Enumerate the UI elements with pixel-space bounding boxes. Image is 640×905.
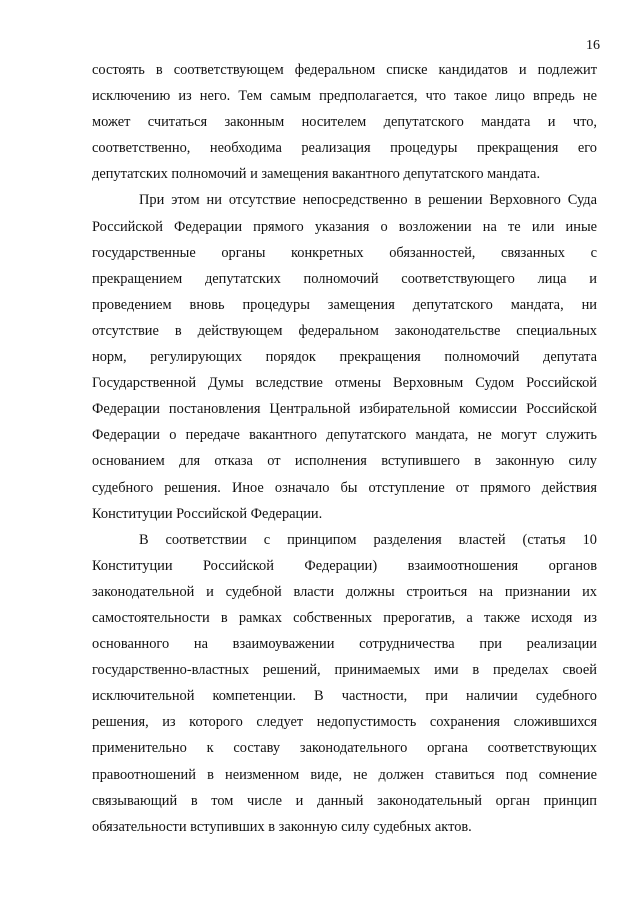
text-line: соответственно, необходима реализация процедуры прекращения его: [92, 140, 597, 157]
text-line: Конституции Российской Федерации.: [92, 505, 323, 522]
text-line: исключению из него. Тем самым предполагается, что такое лицо впредь не: [92, 88, 597, 105]
text-line: обязательности вступивших в законную силу судебных актов.: [92, 818, 472, 835]
page-number: 16: [586, 38, 600, 53]
text-line: проведением вновь процедуры замещения депутатского мандата, ни: [92, 296, 597, 313]
text-line: связывающий в том числе и данный законодательный орган принцип: [92, 792, 597, 809]
text-line: исключительной компетенции. В частности, при наличии судебного: [92, 688, 597, 705]
text-line: основанием для отказа от исполнения вступившего в законную силу: [92, 453, 597, 470]
text-line: правоотношений в неизменном виде, не должен ставиться под сомнение: [92, 766, 597, 783]
text-line: депутатских полномочий и замещения вакантного депутатского мандата.: [92, 166, 541, 183]
text-line: Российской Федерации прямого указания о возложении на те или иные: [92, 218, 597, 235]
text-line: В соответствии с принципом разделения властей (статья 10: [139, 531, 597, 548]
text-line: отсутствие в действующем федеральном законодательстве специальных: [92, 322, 597, 339]
text-line: Государственной Думы вследствие отмены Верховным Судом Российской: [92, 375, 597, 392]
text-line: государственно-властных решений, принимаемых ими в пределах своей: [92, 662, 597, 679]
text-line: прекращением депутатских полномочий соответствующего лица и: [92, 270, 597, 287]
text-line: законодательной и судебной власти должны строиться на признании их: [92, 583, 597, 600]
text-line: может считаться законным носителем депутатского мандата и что,: [92, 114, 597, 131]
text-line: судебного решения. Иное означало бы отступление от прямого действия: [92, 479, 597, 496]
text-line: состоять в соответствующем федеральном списке кандидатов и подлежит: [92, 62, 597, 78]
text-line: применительно к составу законодательного органа соответствующих: [92, 740, 597, 757]
text-line: При этом ни отсутствие непосредственно в решении Верховного Суда: [139, 192, 597, 209]
text-line: решения, из которого следует недопустимость сохранения сложившихся: [92, 714, 597, 731]
text-line: самостоятельности в рамках собственных прерогатив, а также исходя из: [92, 609, 597, 626]
text-line: Федерации о передаче вакантного депутатского мандата, не могут служить: [92, 427, 597, 444]
document-body-text: [92, 57, 597, 840]
text-line: Конституции Российской Федерации) взаимоотношения органов: [92, 557, 597, 574]
text-line: основанного на взаимоуважении сотрудничества при реализации: [92, 636, 597, 653]
text-line: норм, регулирующих порядок прекращения полномочий депутата: [92, 349, 597, 366]
text-line: государственные органы конкретных обязанностей, связанных с: [92, 244, 597, 261]
text-line: Федерации постановления Центральной избирательной комиссии Российской: [92, 401, 597, 418]
